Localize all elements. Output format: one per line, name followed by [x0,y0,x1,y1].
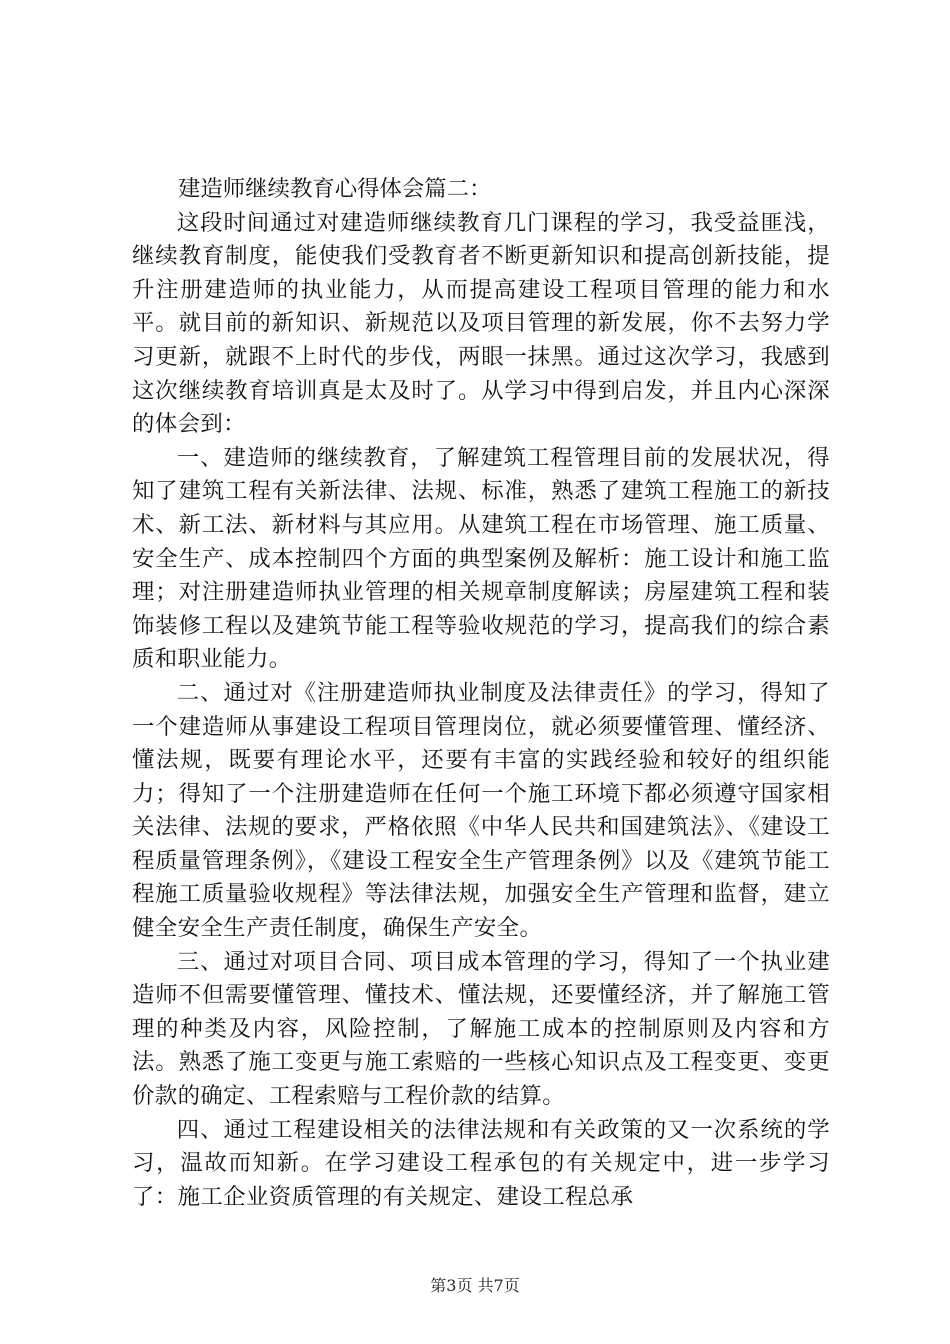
paragraph-point-two: 二、通过对《注册建造师执业制度及法律责任》的学习，得知了一个建造师从事建设工程项目管理岗位，就必须要懂管理、懂经济、懂法规，既要有理论水平，还要有丰富的实践经验和较好的组织能力；得知了一个注册建造师在任何一个施工环境下都必须遵守国家相关法律、法规的要求，严格依照《中华人民共和国建筑法》、《建设工程质量管理条例》，《建设工程安全生产管理条例》以及《建筑节能工程施工质量验收规程》等法律法规，加强安全生产管理和监督，建立健全安全生产责任制度，确保生产安全。 [132,679,830,942]
paragraph-point-one: 一、建造师的继续教育，了解建筑工程管理目前的发展状况，得知了建筑工程有关新法律、法规、标准，熟悉了建筑工程施工的新技术、新工法、新材料与其应用。从建筑工程在市场管理、施工质量、安全生产、成本控制四个方面的典型案例及解析：施工设计和施工监理；对注册建造师执业管理的相关规章制度解读；房屋建筑工程和装饰装修工程以及建筑节能工程等验收规范的学习，提高我们的综合素质和职业能力。 [132,444,830,673]
paragraph-point-three: 三、通过对项目合同、项目成本管理的学习，得知了一个执业建造师不但需要懂管理、懂技术、懂法规，还要懂经济，并了解施工管理的种类及内容，风险控制，了解施工成本的控制原则及内容和方法。熟悉了施工变更与施工索赔的一些核心知识点及工程变更、变更价款的确定、工程索赔与工程价款的结算。 [132,948,830,1110]
paragraph-point-four: 四、通过工程建设相关的法律法规和有关政策的又一次系统的学习，温故而知新。在学习建设工程承包的有关规定中，进一步学习了：施工企业资质管理的有关规定、建设工程总承 [132,1116,830,1210]
section-heading: 建造师继续教育心得体会篇二： [178,176,492,202]
document-body [132,173,830,1214]
page-number-footer: 第3页 共7页 [430,1276,520,1295]
paragraph-intro: 这段时间通过对建造师继续教育几门课程的学习，我受益匪浅，继续教育制度，能使我们受教育者不断更新知识和提高创新技能，提升注册建造师的执业能力，从而提高建设工程项目管理的能力和水平。就目前的新知识、新规范以及项目管理的新发展，你不去努力学习更新，就跟不上时代的步伐，两眼一抹黑。通过这次学习，我感到这次继续教育培训真是太及时了。从学习中得到启发，并且内心深深的体会到： [132,209,830,438]
